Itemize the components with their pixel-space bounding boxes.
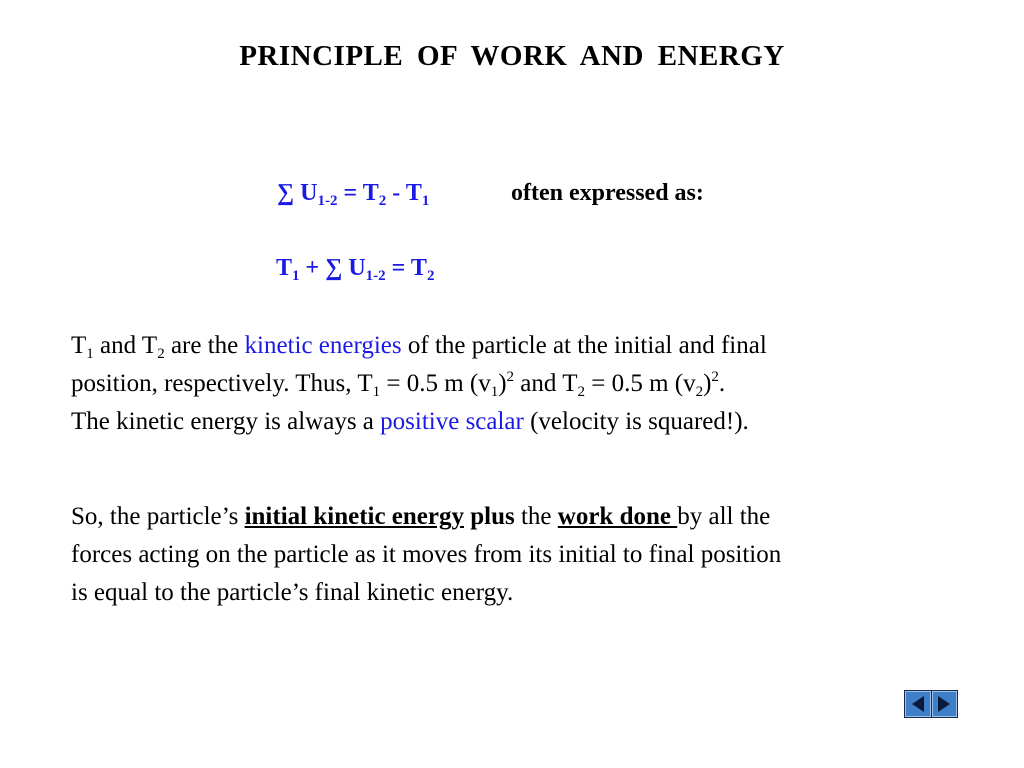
para1-line2-sq2: 2 [711, 369, 719, 385]
eq2-t1-sub: 1 [292, 268, 300, 284]
eq1-minus: - [392, 180, 401, 206]
eq1-t1: T [405, 180, 422, 206]
eq2-u-sub: 1-2 [365, 268, 386, 284]
eq2-t1: T [276, 255, 293, 281]
para1-line2-v2-sub: 2 [695, 384, 704, 400]
triangle-left-icon [910, 695, 926, 713]
para1-line2-b: = 0.5 m (v [380, 370, 491, 397]
eq1-u-sub: 1-2 [317, 193, 338, 209]
eq1-t2-sub: 2 [378, 193, 387, 209]
eq1-u: U [300, 180, 318, 206]
work-done-term: work done [557, 503, 678, 530]
para1-t1-sub: 1 [86, 346, 94, 362]
eq2-t2: T [410, 255, 427, 281]
para1-line2-e: = 0.5 m (v [584, 370, 696, 397]
para2-line1 [71, 498, 971, 536]
para1-line2-c: ) [498, 370, 507, 397]
para1-rest-line1: of the particle at the initial and final [401, 332, 767, 359]
para1-line2 [71, 365, 971, 403]
slide-navigation [904, 690, 958, 718]
para1-line3-b: (velocity is squared!). [523, 408, 749, 435]
eq1-t1-sub: 1 [421, 193, 430, 209]
equation-note: often expressed as: [511, 180, 704, 206]
para1-are-the: are the [164, 332, 245, 359]
para1-line2-g: . [718, 370, 726, 397]
kinetic-energy-paragraph [71, 327, 971, 441]
eq1-t2: T [362, 180, 379, 206]
para1-line2-t1-sub: 1 [372, 384, 381, 400]
para1-line1 [71, 327, 971, 365]
para1-line2-sq1: 2 [506, 369, 515, 385]
work-energy-summary-paragraph [71, 498, 971, 612]
para1-line3-a: The kinetic energy is always a [71, 408, 381, 435]
eq2-plus: + [305, 255, 320, 281]
eq2-u: U [348, 255, 366, 281]
eq2-equals: = [391, 255, 406, 281]
equation-rearranged [276, 255, 434, 282]
eq2-t2-sub: 2 [426, 268, 435, 284]
para1-line3 [71, 403, 971, 441]
initial-kinetic-energy-term: initial kinetic energy [244, 503, 464, 530]
para2-a: So, the particle’s [71, 503, 245, 530]
para1-t2-sub: 2 [157, 346, 165, 362]
equation-work-energy [277, 180, 429, 207]
sigma-symbol: ∑ [325, 255, 343, 281]
next-slide-button[interactable] [932, 691, 958, 717]
para1-line2-t2-sub: 2 [577, 384, 585, 400]
para2-the: the [514, 503, 558, 530]
positive-scalar-term: positive scalar [380, 408, 524, 435]
para1-line2-f: ) [703, 370, 712, 397]
slide-title: PRINCIPLE OF WORK AND ENERGY [239, 40, 785, 72]
plus-term: plus [470, 503, 515, 530]
para1-and: and T [93, 332, 158, 359]
para2-line3: is equal to the particle’s final kinetic energy. [71, 579, 514, 606]
para1-line2-v1-sub: 1 [490, 384, 499, 400]
para1-t1: T [71, 332, 87, 359]
previous-slide-button[interactable] [905, 691, 931, 717]
triangle-right-icon [936, 695, 952, 713]
kinetic-energies-term: kinetic energies [244, 332, 402, 359]
para1-line2-d: and T [514, 370, 578, 397]
sigma-symbol: ∑ [277, 180, 295, 206]
para2-line2: forces acting on the particle as it moves from its initial to final position [71, 541, 782, 568]
para1-line2-a: position, respectively. Thus, T [71, 370, 373, 397]
para2-rest-line1: by all the [677, 503, 771, 530]
eq1-equals: = [343, 180, 358, 206]
